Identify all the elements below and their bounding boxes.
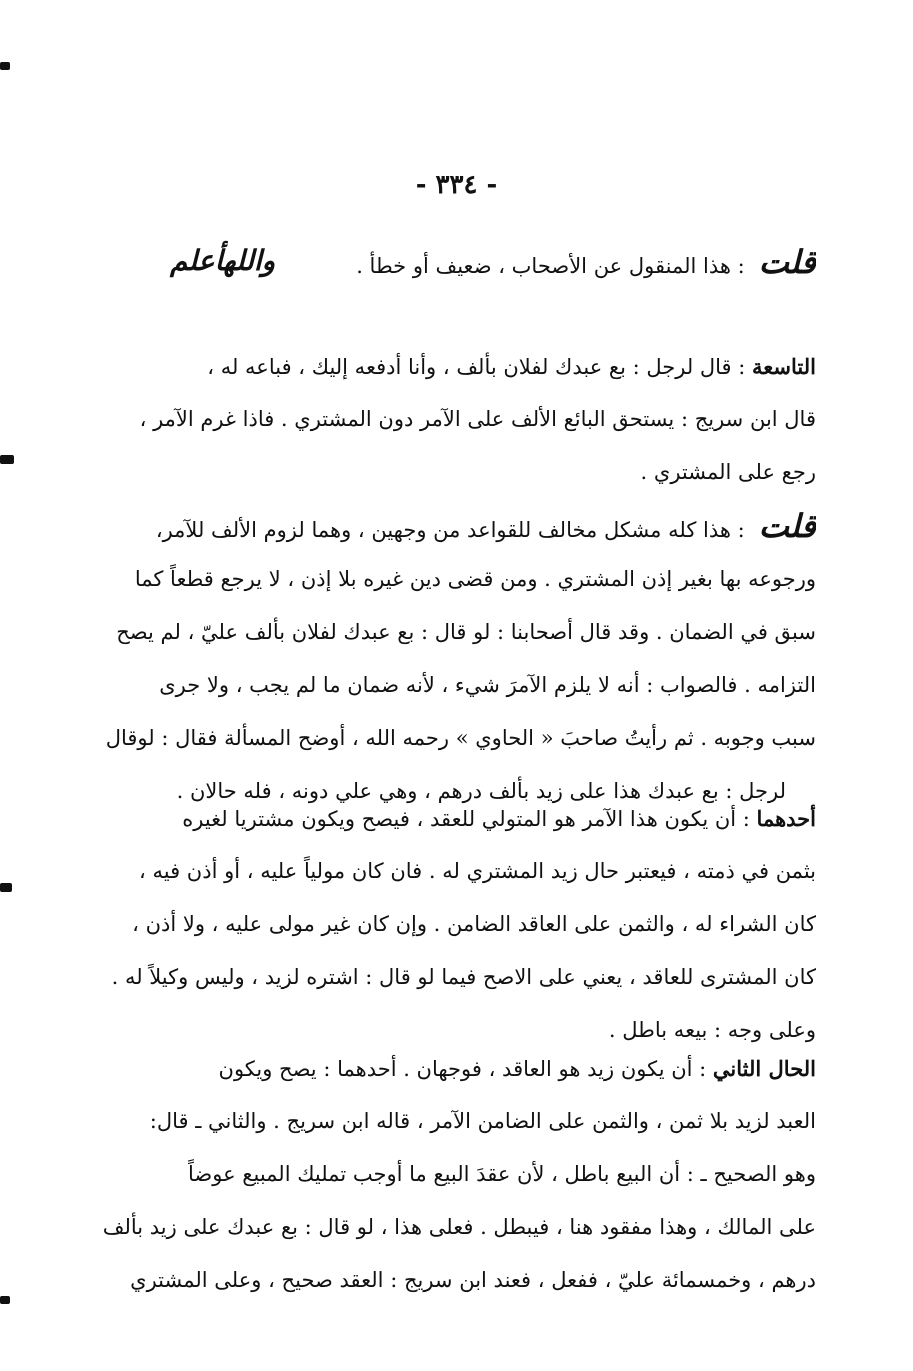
paragraph-4 <box>92 792 816 1057</box>
text-line: وهو الصحيح ـ : أن البيع باطل ، لأن عقدَ البيع ما أوجب تمليك المبيع عوضاً <box>188 1162 816 1186</box>
text-line: رجع على المشتري . <box>640 460 816 484</box>
scan-edge-mark <box>0 1296 10 1304</box>
text-line: درهم ، وخمسمائة عليّ ، ففعل ، فعند ابن سريج : العقد صحيح ، وعلى المشتري <box>130 1268 816 1292</box>
line-text: : هذا المنقول عن الأصحاب ، ضعيف أو خطأ . <box>356 254 745 278</box>
text-line: التزامه . فالصواب : أنه لا يلزم الآمرَ شيء ، لأنه ضمان ما لم يجب ، ولا جرى <box>159 673 816 697</box>
text-line: وعلى وجه : بيعه باطل . <box>608 1018 816 1042</box>
text-line: سبب وجوبه . ثم رأيتُ صاحبَ « الحاوي » رحمه الله ، أوضح المسألة فقال : لوقال <box>105 726 816 750</box>
paragraph-3 <box>92 500 816 818</box>
text-line <box>92 792 816 845</box>
line-text: : أن يكون هذا الآمر هو المتولي للعقد ، فيصح ويكون مشتريا لغيره <box>182 807 750 831</box>
paragraph-heading: أحدهما <box>756 806 816 831</box>
paragraph-1 <box>276 236 816 289</box>
text-line: ورجوعه بها بغير إذن المشتري . ومن قضى دين غيره بلا إذن ، لا يرجع قطعاً كما <box>134 567 816 591</box>
qult-label: قلت <box>758 243 816 281</box>
text-line: سبق في الضمان . وقد قال أصحابنا : لو قال : بع عبدك لفلان بألف عليّ ، لم يصح <box>116 620 816 644</box>
line-text: : هذا كله مشكل مخالف للقواعد من وجهين ، وهما لزوم الألف للآمر، <box>155 518 745 542</box>
text-line <box>276 236 816 289</box>
scan-edge-mark <box>0 883 12 892</box>
paragraph-2 <box>92 340 816 499</box>
text-line: العبد لزيد بلا ثمن ، والثمن على الضامن الآمر ، قاله ابن سريج . والثاني ـ قال: <box>149 1109 816 1133</box>
text-line: لرجل : بع عبدك هذا على زيد بألف درهم ، وهي علي دونه ، فله حالان . <box>176 779 786 803</box>
qult-label: قلت <box>758 507 816 545</box>
line-text: : أن يكون زيد هو العاقد ، فوجهان . أحدهما : يصح ويكون <box>218 1057 707 1081</box>
text-line: بثمن في ذمته ، فيعتبر حال زيد المشتري له . فان كان مولياً عليه ، أو أذن فيه ، <box>139 859 816 883</box>
text-line <box>92 340 816 393</box>
page-number: - ٣٣٤ - <box>415 170 498 200</box>
paragraph-heading: التاسعة <box>752 354 816 379</box>
closing-phrase: واللهأعلم <box>170 244 276 277</box>
text-line: كان الشراء له ، والثمن على العاقد الضامن . وإن كان غير مولى عليه ، ولا أذن ، <box>132 912 816 936</box>
scan-edge-mark <box>0 455 14 464</box>
line-text: : قال لرجل : بع عبدك لفلان بألف ، وأنا أدفعه إليك ، فباعه له ، <box>207 355 746 379</box>
text-line <box>92 1042 816 1095</box>
paragraph-5 <box>92 1042 816 1307</box>
scan-edge-mark <box>0 62 10 70</box>
text-line: كان المشترى للعاقد ، يعني على الاصح فيما لو قال : اشتره لزيد ، وليس وكيلاً له . <box>111 965 816 989</box>
text-line: على المالك ، وهذا مفقود هنا ، فيبطل . فعلى هذا ، لو قال : بع عبدك على زيد بألف <box>102 1215 816 1239</box>
paragraph-heading: الحال الثاني <box>712 1056 816 1081</box>
text-line: قال ابن سريج : يستحق البائع الألف على الآمر دون المشتري . فاذا غرم الآمر ، <box>139 407 816 431</box>
text-line <box>92 500 816 553</box>
